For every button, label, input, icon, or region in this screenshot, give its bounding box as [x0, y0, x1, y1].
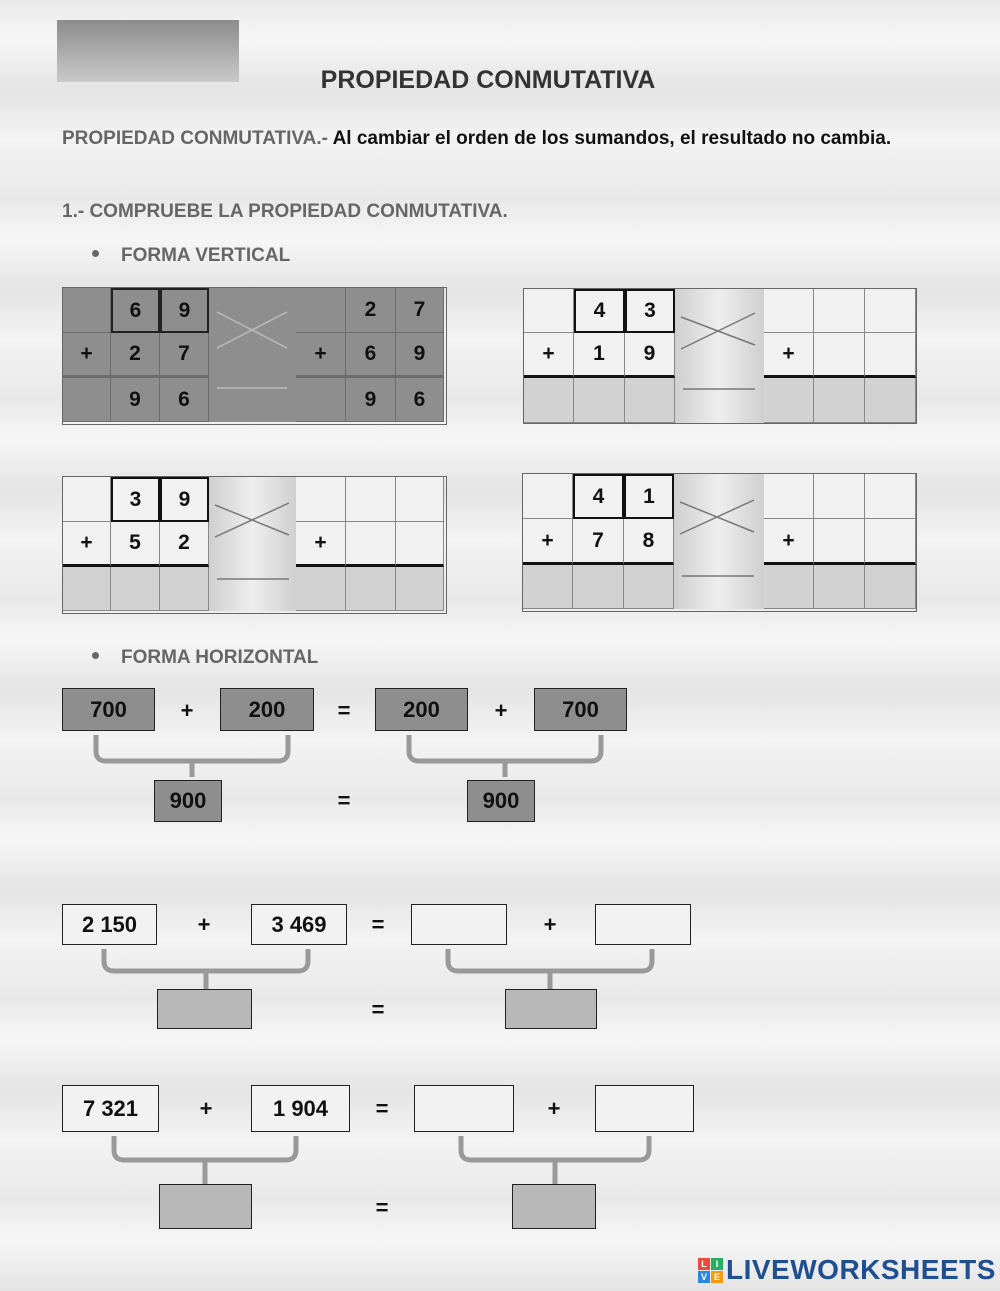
result-answer-cell[interactable] — [625, 378, 675, 423]
bracket-icon — [444, 945, 656, 993]
addend-box: 200 — [375, 688, 468, 731]
bracket-icon — [92, 731, 292, 781]
cell: 9 — [625, 333, 675, 378]
plus-sign: + — [523, 519, 573, 565]
sum-answer-box[interactable] — [505, 989, 597, 1029]
cell: 1 — [624, 474, 674, 519]
sum-answer-box[interactable] — [159, 1184, 252, 1229]
addend-box: 700 — [534, 688, 627, 731]
swap-arrows — [674, 474, 764, 609]
definition — [62, 125, 915, 152]
cell: 8 — [624, 519, 674, 565]
cell: 9 — [160, 288, 209, 333]
definition-term: PROPIEDAD CONMUTATIVA.- — [62, 128, 328, 149]
result-answer-cell[interactable] — [865, 565, 916, 609]
plus-sign: + — [180, 698, 194, 723]
vertical-exercise-3 — [62, 476, 447, 614]
result-cell — [296, 378, 346, 422]
answer-cell[interactable] — [865, 289, 916, 333]
plus-sign: + — [764, 519, 814, 565]
answer-cell[interactable] — [764, 289, 814, 333]
result-answer-cell[interactable] — [764, 378, 814, 423]
result-answer-cell[interactable] — [524, 378, 574, 423]
addend-box: 2 150 — [62, 904, 157, 945]
cell: 3 — [111, 477, 160, 522]
plus-sign: + — [63, 333, 111, 378]
cell: 4 — [573, 474, 624, 519]
answer-box[interactable] — [414, 1085, 514, 1132]
plus-sign: + — [494, 698, 508, 723]
result-cell: 9 — [346, 378, 396, 422]
result-answer-cell[interactable] — [814, 378, 865, 423]
plus-sign: + — [197, 912, 211, 937]
cell — [524, 289, 574, 333]
answer-cell[interactable] — [296, 477, 346, 522]
result-answer-cell[interactable] — [574, 378, 625, 423]
addend-box: 1 904 — [251, 1085, 350, 1132]
cell: 6 — [111, 288, 160, 333]
plus-sign: + — [764, 333, 814, 378]
answer-cell[interactable] — [865, 519, 916, 565]
cell: 6 — [346, 333, 396, 378]
cell: 7 — [160, 333, 209, 378]
cell: 7 — [396, 288, 444, 333]
mark-letter: I — [711, 1258, 723, 1270]
addend-box: 3 469 — [251, 904, 347, 945]
answer-cell[interactable] — [814, 474, 865, 519]
bracket-icon — [457, 1132, 653, 1188]
answer-cell[interactable] — [396, 477, 444, 522]
bullet-icon — [92, 652, 99, 659]
equals-sign: = — [337, 788, 351, 813]
result-cell: 6 — [396, 378, 444, 422]
addend-box: 700 — [62, 688, 155, 731]
liveworksheets-logo — [698, 1254, 996, 1286]
cell: 2 — [160, 522, 209, 567]
result-answer-cell[interactable] — [346, 567, 396, 611]
cell — [63, 477, 111, 522]
result-answer-cell[interactable] — [160, 567, 209, 611]
result-cell: 6 — [160, 378, 209, 422]
mark-letter: V — [698, 1271, 710, 1283]
plus-sign: + — [524, 333, 574, 378]
result-answer-cell[interactable] — [63, 567, 111, 611]
cell: 2 — [111, 333, 160, 378]
answer-cell[interactable] — [346, 522, 396, 567]
cell: 7 — [573, 519, 624, 565]
answer-cell[interactable] — [865, 474, 916, 519]
swap-arrows — [209, 477, 296, 611]
definition-text: Al cambiar el orden de los sumandos, el resultado no cambia. — [328, 128, 892, 149]
swap-arrows — [209, 288, 296, 422]
mark-letter: E — [711, 1271, 723, 1283]
result-answer-cell[interactable] — [523, 565, 573, 609]
cell: 5 — [111, 522, 160, 567]
swap-arrows-icon — [209, 477, 296, 611]
result-answer-cell[interactable] — [624, 565, 674, 609]
vertical-exercise-4 — [522, 473, 917, 612]
result-cell — [63, 378, 111, 422]
cell: 3 — [625, 289, 675, 333]
swap-arrows-icon — [675, 289, 764, 421]
section-horizontal — [92, 647, 318, 669]
exercise-title: 1.- COMPRUEBE LA PROPIEDAD CONMUTATIVA. — [62, 201, 508, 222]
swap-arrows — [675, 289, 764, 423]
cell — [523, 474, 573, 519]
answer-cell[interactable] — [814, 333, 865, 378]
cell: 9 — [396, 333, 444, 378]
cell — [63, 288, 111, 333]
cell: 1 — [574, 333, 625, 378]
answer-box[interactable] — [595, 1085, 694, 1132]
plus-sign: + — [199, 1096, 213, 1121]
liveworksheets-mark-icon — [698, 1258, 723, 1283]
answer-cell[interactable] — [814, 289, 865, 333]
equals-sign: = — [375, 1195, 389, 1220]
result-cell: 9 — [111, 378, 160, 422]
result-answer-cell[interactable] — [764, 565, 814, 609]
section-vertical — [92, 245, 290, 267]
result-answer-cell[interactable] — [111, 567, 160, 611]
cell — [296, 288, 346, 333]
plus-sign: + — [547, 1096, 561, 1121]
plus-sign: + — [63, 522, 111, 567]
result-answer-cell[interactable] — [573, 565, 624, 609]
section-horizontal-label: FORMA HORIZONTAL — [121, 647, 319, 668]
result-answer-cell[interactable] — [865, 378, 916, 423]
vertical-exercise-2 — [523, 288, 917, 424]
plus-sign: + — [543, 912, 557, 937]
result-answer-cell[interactable] — [814, 565, 865, 609]
liveworksheets-wordmark: LIVEWORKSHEETS — [726, 1254, 996, 1285]
equals-sign: = — [375, 1096, 389, 1121]
equals-sign: = — [371, 912, 385, 937]
answer-cell[interactable] — [814, 519, 865, 565]
mark-letter: L — [698, 1258, 710, 1270]
sum-answer-box[interactable] — [512, 1184, 596, 1229]
cell: 4 — [574, 289, 625, 333]
swap-arrows-icon — [674, 474, 764, 609]
addend-box: 7 321 — [62, 1085, 159, 1132]
equals-sign: = — [337, 698, 351, 723]
answer-cell[interactable] — [346, 477, 396, 522]
sum-answer-box[interactable] — [157, 989, 252, 1029]
bracket-icon — [405, 731, 605, 781]
cell: 2 — [346, 288, 396, 333]
answer-box[interactable] — [411, 904, 507, 945]
section-vertical-label: FORMA VERTICAL — [121, 245, 291, 266]
swap-arrows-icon — [209, 288, 296, 422]
plus-sign: + — [296, 333, 346, 378]
result-answer-cell[interactable] — [396, 567, 444, 611]
result-answer-cell[interactable] — [296, 567, 346, 611]
bullet-icon — [92, 250, 99, 257]
answer-cell[interactable] — [764, 474, 814, 519]
answer-cell[interactable] — [865, 333, 916, 378]
vertical-exercise-1 — [62, 287, 447, 425]
page-title: PROPIEDAD CONMUTATIVA — [320, 66, 656, 94]
plus-sign: + — [296, 522, 346, 567]
cell: 9 — [160, 477, 209, 522]
sum-box: 900 — [467, 780, 535, 822]
equals-sign: = — [371, 997, 385, 1022]
answer-cell[interactable] — [396, 522, 444, 567]
bracket-icon — [110, 1132, 300, 1188]
sum-box: 900 — [154, 780, 222, 822]
addend-box: 200 — [220, 688, 314, 731]
bracket-icon — [100, 945, 312, 993]
answer-box[interactable] — [595, 904, 691, 945]
